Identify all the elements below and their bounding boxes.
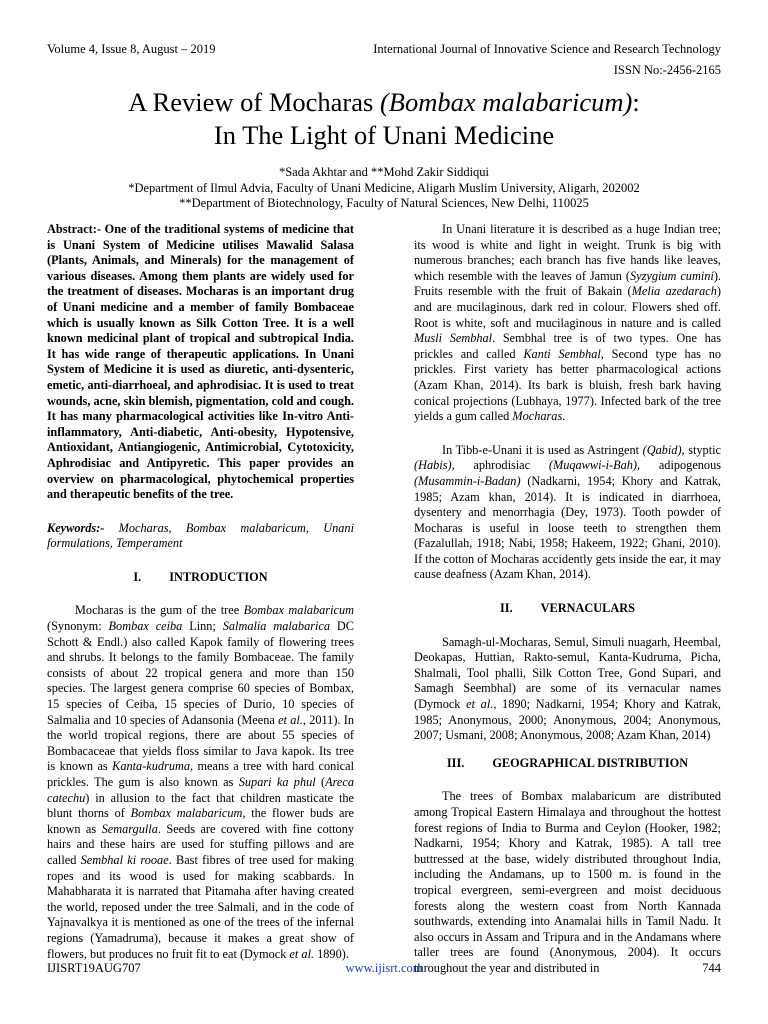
article-id: IJISRT19AUG707 — [47, 961, 141, 975]
vernaculars-paragraph: Samagh-ul-Mocharas, Semul, Simuli nuagarh, Heembal, Deokapas, Huttian, Rakto-semul, Kanta-Kudruma, Picha, Shalmali, Tool phalli, Silk Cotton Tree, Gond Supari, and Samagh Seembhal) are some of its vernacular names (Dymock et al., 1890; Nadkarni, 1954; Khory and Katrak, 1985; Anonymous, 2000; Anonymous, 2004; Anonymous, 2007; Usmani, 2008; Anonymous, 2008; Azam Khan, 2014) — [414, 634, 721, 743]
title-line2: In The Light of Unani Medicine — [213, 120, 555, 150]
left-column — [47, 222, 354, 962]
affiliation-1: *Department of Ilmul Advia, Faculty of Unani Medicine, Aligarh Muslim University, Aligarh, 202002 — [128, 180, 640, 195]
right-column — [414, 222, 721, 977]
author-names: *Sada Akhtar and **Mohd Zakir Siddiqui — [278, 165, 490, 179]
author-block — [40, 165, 728, 212]
intro-paragraph: Mocharas is the gum of the tree Bombax malabaricum (Synonym: Bombax ceiba Linn; Salmalia malabarica DC Schott & Endl.) also called Kapok family of flowering trees and shrubs. It belongs to the family Bombaceae. The family consists of about 22 tropical genera and more than 150 species. The largest genera comprise 60 species of Bombax, 15 species of Ceiba, 15 species of Durio, 10 species of Salmalia and 10 species of Adansonia (Meena et al., 2011). In the world tropical regions, there are about 55 species of Bombacaceae that yields floss similar to Java kapok. Its tree is known as Kanta-kudruma, means a tree with hard conical prickles. The gum is also known as Supari ka phul (Areca catechu) in allusion to the fact that children masticate the blunt thorns of Bombax malabaricum, the flower buds are known as Semargulla. Seeds are covered with fine cottony hairs and these hairs are used for stuffing pillows and are called Sembhal ki rooae. Bast fibres of tree used for making ropes and its wood is used for making scabbards. In Mahabharata it is narrated that Pitamaha after having created the world, reposed under the tree Salmali, and in the code of Yajnavalkya it is mentioned as one of the trees of the infernal regions (Yamadruma), because it makes a great show of flowers, but produces no fruit fit to eat (Dymock et al. 1890). — [47, 603, 355, 961]
tibb-e-unani-paragraph: In Tibb-e-Unani it is used as Astringent (Qabid), styptic (Habis), aphrodisiac (Muqawwi-i-Bah), adipogenous (Musammin-i-Badan) (Nadkarni, 1954; Khory and Katrak, 1985; Azam khan, 2014). It is indicated in diarrhoea, dysentery and menorrhagia (Dey, 1973). Tooth powder of Mocharas is useful in loose teeth to strengthen them (Fazalullah, 1918; Nabi, 1958; Hakeem, 1922; Ghani, 2010). If the cotton of Mocharas accidently gets inside the ear, it may cause deafness (Azam Khan, 2014). — [414, 442, 722, 582]
affiliation-2: **Department of Biotechnology, Faculty of Natural Sciences, New Delhi, 110025 — [179, 196, 589, 210]
issn: ISSN No:-2456-2165 — [613, 63, 721, 77]
title-line1: A Review of Mocharas (Bombax malabaricum): — [128, 87, 640, 117]
section-heading-geographical-distribution: III. GEOGRAPHICAL DISTRIBUTION — [446, 755, 689, 770]
geography-paragraph: The trees of Bombax malabaricum are distributed among Tropical Eastern Himalaya and throughout the hottest forest regions of India to Burma and Ceylon (Hooker, 1982; Nadkarni, 1954; Khory and Katrak, 1985). A tall tree buttressed at the base, widely distributed throughout India, including the Andamans, up to 1500 m. is found in the tropical evergreen, semi-evergreen and moist deciduous forests along the western coast from North Kannada southwards, extending into Anamalai hills in Tamil Nadu. It also occurs in Assam and Tripura and in the Andamans where taller trees are found (Anonymous, 2004). It occurs throughout the year and distributed in — [414, 789, 721, 975]
section-heading-vernaculars: II. VERNACULARS — [500, 601, 635, 616]
journal-website-link[interactable]: www.ijisrt.com — [345, 961, 423, 975]
keywords: Keywords:- Mocharas, Bombax malabaricum, Unani formulations, Temperament — [47, 520, 354, 551]
abstract: Abstract:- One of the traditional systems of medicine that is Unani System of Medicine utilises Mawalid Salasa (Plants, Animals, and Minerals) for the management of various diseases. Among them plants are widely used for the treatment of diseases. Mocharas is an important drug of Unani medicine and a member of family Bombaceae which is usually known as Silk Cotton Tree. It is a well known medicinal plant of tropical and subtropical India. It has wide range of therapeutic applications. In Unani System of Medicine it is used as diuretic, anti-dysenteric, emetic, anti-diarrhoeal, and aphrodisiac. It is used to treat wounds, acne, skin blemish, pigmentation, cold and cough. It has many pharmacological activities like In-vitro Anti-inflammatory, Anti-diabetic, Anti-obesity, Hypotensive, Antioxidant, Antiangiogenic, Antimicrobial, Cytotoxicity, Aphrodisiac and Antipyretic. This paper provides an overview on pharmacological, phytochemical properties and therapeutic benefits of the tree. — [47, 222, 354, 502]
unani-description-paragraph: In Unani literature it is described as a huge Indian tree; its wood is white and light in weight. Trunk is big with numerous branches; each branch has five hands like leaves, which resemble with the leaves of Jamun (Syzygium cumini). Fruits resemble with the fruit of Bakain (Melia azedarach) and are mucilaginous, dark red in colour. Flowers shed off. Root is white, soft and mucilaginous in nature and is called Musli Sembhal. Sembhal tree is of two types. One has prickles and called Kanti Sembhal, Second type has no prickles. First variety has better pharmacological actions (Azam Khan, 2014). Its bark is bluish, fresh bark having conical projections (Lubhaya, 1977). Infected bark of the tree yields a gum called Mocharas. — [414, 222, 721, 424]
page-number: 744 — [702, 961, 721, 975]
section-heading-introduction: I. INTRODUCTION — [133, 569, 268, 584]
journal-name: International Journal of Innovative Science and Research Technology — [373, 42, 721, 56]
paper-title — [40, 86, 728, 152]
volume-info: Volume 4, Issue 8, August – 2019 — [47, 42, 216, 56]
